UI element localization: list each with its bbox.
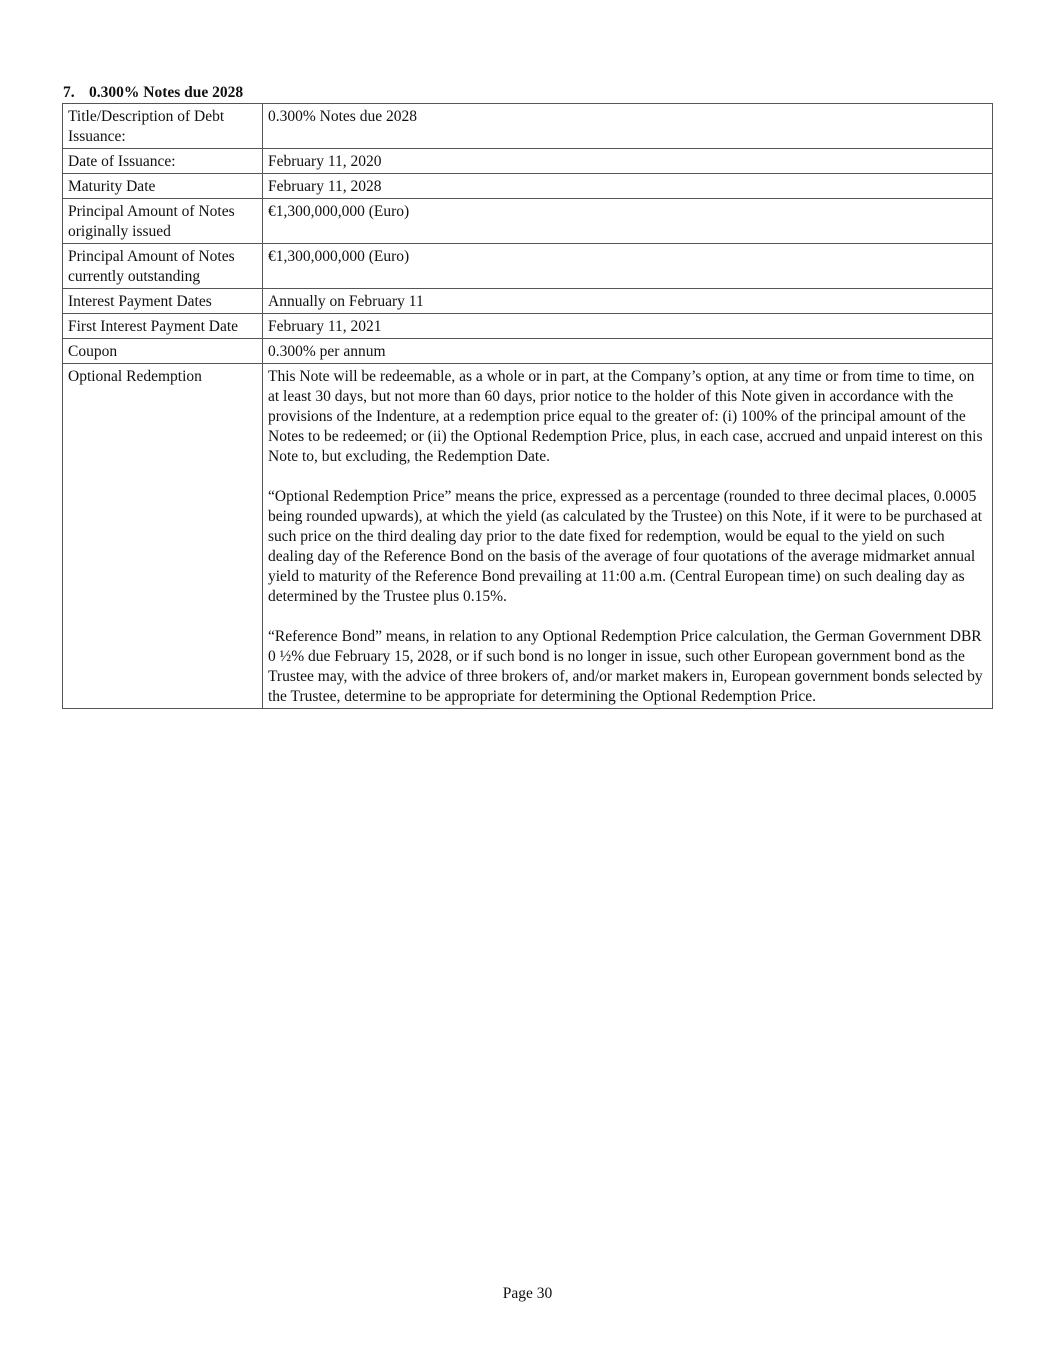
table-row	[63, 339, 993, 364]
row-label: Maturity Date	[63, 174, 263, 199]
section-heading	[63, 84, 243, 102]
table-row	[63, 104, 993, 149]
optional-redemption-text	[263, 364, 993, 709]
row-value: 0.300% Notes due 2028	[263, 104, 993, 149]
row-label: Interest Payment Dates	[63, 289, 263, 314]
table-row	[63, 289, 993, 314]
row-value: February 11, 2020	[263, 149, 993, 174]
table-row	[63, 149, 993, 174]
row-value: €1,300,000,000 (Euro)	[263, 199, 993, 244]
redemption-paragraph: This Note will be redeemable, as a whole or in part, at the Company’s option, at any time or from time to time, on at least 30 days, but not more than 60 days, prior notice to the holder of this Note given in accordance with the provisions of the Indenture, at a redemption price equal to the greater of: (i) 100% of the principal amount of the Notes to be redeemed; or (ii) the Optional Redemption Price, plus, in each case, accrued and unpaid interest on this Note to, but excluding, the Redemption Date.	[268, 368, 983, 465]
row-label: Date of Issuance:	[63, 149, 263, 174]
section-number: 7.	[63, 84, 75, 101]
row-label: Principal Amount of Notes originally issued	[63, 199, 263, 244]
row-value: 0.300% per annum	[263, 339, 993, 364]
section-title: 0.300% Notes due 2028	[89, 84, 244, 101]
row-label: Principal Amount of Notes currently outstanding	[63, 244, 263, 289]
optional-redemption-price-definition: “Optional Redemption Price” means the price, expressed as a percentage (rounded to three decimal places, 0.0005 being rounded upwards), at which the yield (as calculated by the Trustee) on this Note, if it were to be purchased at such price on the third dealing day prior to the date fixed for redemption, would be equal to the yield on such dealing day of the Reference Bond on the basis of the average of four quotations of the average midmarket annual yield to maturity of the Reference Bond prevailing at 11:00 a.m. (Central European time) on such dealing day as determined by the Trustee plus 0.15%.	[268, 488, 983, 605]
row-label: First Interest Payment Date	[63, 314, 263, 339]
table-row	[63, 174, 993, 199]
row-value: February 11, 2021	[263, 314, 993, 339]
notes-info-table	[62, 103, 993, 709]
table-row	[63, 314, 993, 339]
row-label: Optional Redemption	[63, 364, 263, 709]
row-value: Annually on February 11	[263, 289, 993, 314]
row-label: Coupon	[63, 339, 263, 364]
row-value: February 11, 2028	[263, 174, 993, 199]
table-row	[63, 244, 993, 289]
table-row-optional-redemption	[63, 364, 993, 709]
page-number: Page 30	[502, 1285, 553, 1302]
row-label: Title/Description of Debt Issuance:	[63, 104, 263, 149]
row-value: €1,300,000,000 (Euro)	[263, 244, 993, 289]
reference-bond-definition: “Reference Bond” means, in relation to any Optional Redemption Price calculation, the German Government DBR 0 ½% due February 15, 2028, or if such bond is no longer in issue, such other European government bond as the Trustee may, with the advice of three brokers of, and/or market makers in, European government bonds selected by the Trustee, determine to be appropriate for determining the Optional Redemption Price.	[268, 628, 983, 705]
table-row	[63, 199, 993, 244]
